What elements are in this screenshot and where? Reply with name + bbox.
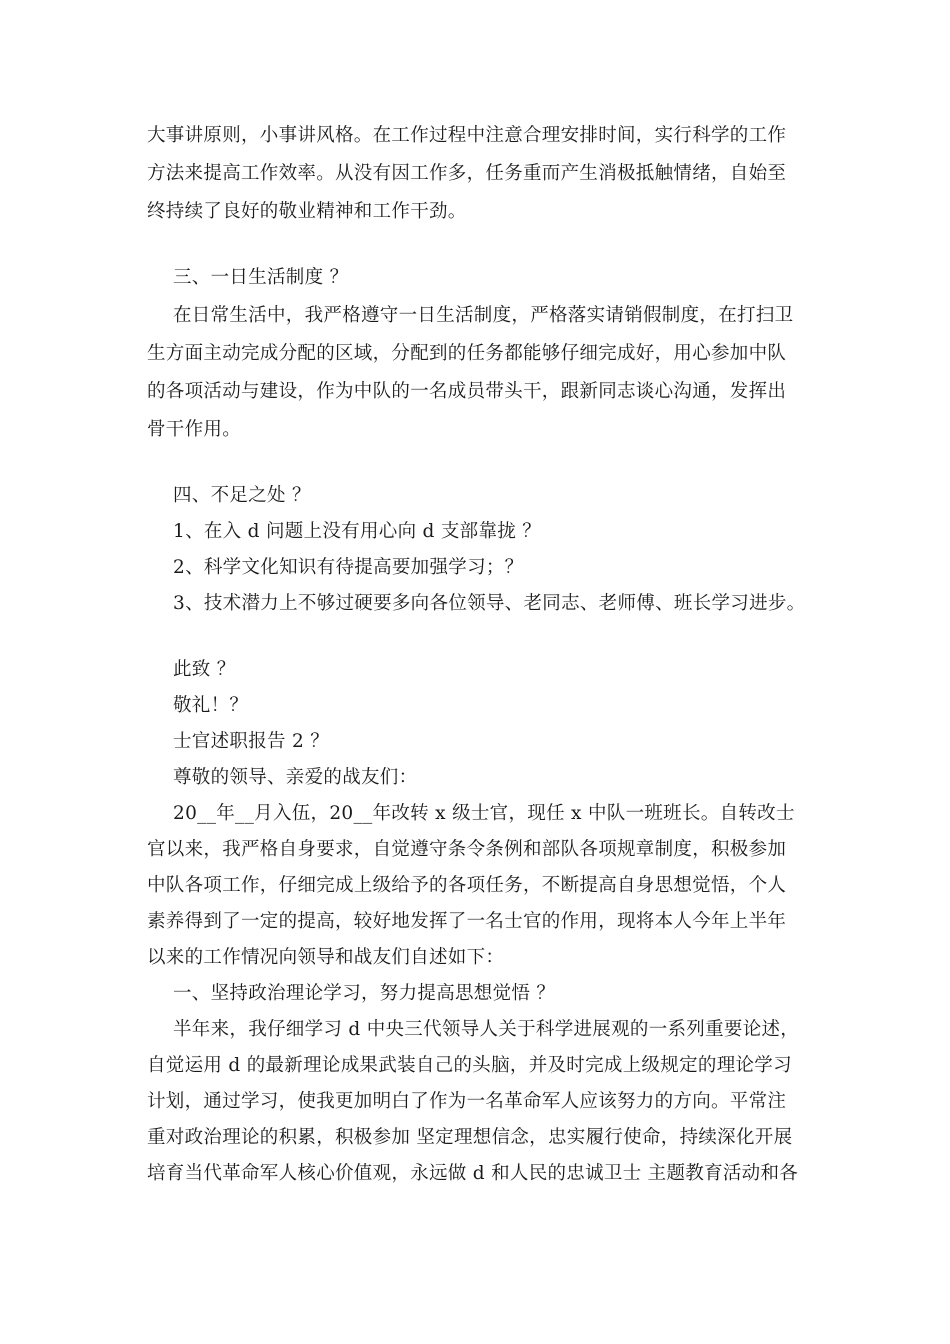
paragraph-line: 计划，通过学习，使我更加明白了作为一名革命军人应该努力的方向。平常注 bbox=[147, 1091, 787, 1112]
list-item: 2、科学文化知识有待提高要加强学习；？ bbox=[173, 557, 524, 578]
section-heading: 三、一日生活制度 ？ bbox=[173, 267, 349, 288]
closing-line: 敬礼！？ bbox=[173, 695, 249, 716]
paragraph-line: 大事讲原则，小事讲风格。在工作过程中注意合理安排时间，实行科学的工作 bbox=[147, 125, 787, 146]
paragraph-line: 20__年__月入伍，20__年改转 x 级士官，现任 x 中队一班班长。自转改士 bbox=[173, 803, 795, 824]
paragraph-line: 官以来，我严格自身要求，自觉遵守条令条例和部队各项规章制度，积极参加 bbox=[147, 839, 787, 860]
salutation: 尊敬的领导、亲爱的战友们： bbox=[173, 767, 418, 788]
paragraph-line: 以来的工作情况向领导和战友们自述如下： bbox=[147, 947, 505, 968]
paragraph-line: 生方面主动完成分配的区域，分配到的任务都能够仔细完成好，用心参加中队 bbox=[147, 343, 787, 364]
paragraph-line: 自觉运用 d 的最新理论成果武装自己的头脑，并及时完成上级规定的理论学习 bbox=[147, 1055, 792, 1076]
section-heading: 一、坚持政治理论学习，努力提高思想觉悟 ？ bbox=[173, 983, 556, 1004]
section-heading: 四、不足之处 ？ bbox=[173, 485, 311, 506]
list-item: 3、技术潜力上不够过硬要多向各位领导、老同志、老师傅、班长学习进步。 bbox=[173, 593, 806, 614]
paragraph-line: 在日常生活中，我严格遵守一日生活制度，严格落实请销假制度，在打扫卫 bbox=[173, 305, 794, 326]
list-item: 1、在入 d 问题上没有用心向 d 支部靠拢 ？ bbox=[173, 521, 542, 542]
paragraph-line: 终持续了良好的敬业精神和工作干劲。 bbox=[147, 201, 467, 222]
paragraph-line: 的各项活动与建设，作为中队的一名成员带头干，跟新同志谈心沟通，发挥出 bbox=[147, 381, 787, 402]
paragraph-line: 方法来提高工作效率。从没有因工作多，任务重而产生消极抵触情绪，自始至 bbox=[147, 163, 787, 184]
paragraph-line: 半年来，我仔细学习 d 中央三代领导人关于科学进展观的一系列重要论述， bbox=[173, 1019, 800, 1040]
paragraph-line: 骨干作用。 bbox=[147, 419, 242, 440]
paragraph-line: 重对政治理论的积累，积极参加 坚定理想信念，忠实履行使命，持续深化开展 bbox=[147, 1127, 793, 1148]
paragraph-line: 中队各项工作，仔细完成上级给予的各项任务，不断提高自身思想觉悟，个人 bbox=[147, 875, 787, 896]
closing-line: 此致 ？ bbox=[173, 659, 236, 680]
paragraph-line: 素养得到了一定的提高，较好地发挥了一名士官的作用，现将本人今年上半年 bbox=[147, 911, 787, 932]
paragraph-line: 培育当代革命军人核心价值观，永远做 d 和人民的忠诚卫士 主题教育活动和各 bbox=[147, 1163, 799, 1184]
report-title: 士官述职报告 2 ？ bbox=[173, 731, 330, 752]
